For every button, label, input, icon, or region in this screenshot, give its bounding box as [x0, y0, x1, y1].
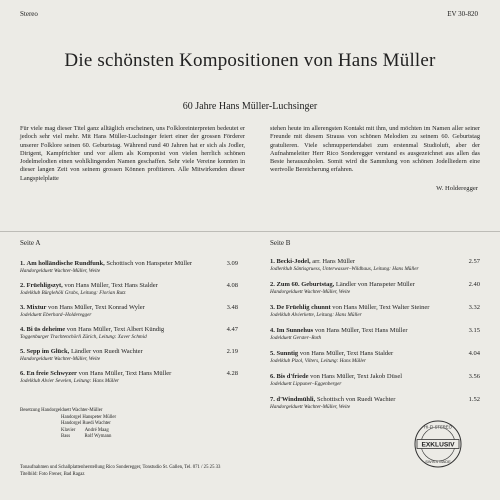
track-number: 6.	[270, 373, 275, 380]
side-a-track-6	[20, 370, 238, 385]
lineup-row: Handorgel Hanspeter Müller	[61, 414, 117, 420]
side-b-track-5	[270, 350, 480, 365]
track-duration: 3.56	[468, 373, 480, 380]
track-performer: Jodelduett Gerster–Roth	[270, 335, 322, 341]
side-b-label: Seite B	[270, 239, 291, 247]
track-performer: Handorgelduett Wachter-Müller, Weite	[20, 268, 101, 274]
track-title: Sepp im Glück,	[26, 348, 70, 355]
track-line	[270, 373, 480, 381]
track-line	[270, 281, 480, 289]
catalog-number: EV 30-820	[447, 10, 478, 18]
track-performer: Handorgelduett Wachter-Müller, Weite	[270, 404, 351, 410]
track-number: 1.	[270, 258, 275, 265]
side-b-tracklist	[270, 258, 480, 419]
track-title: Sunntig	[276, 350, 299, 357]
lineup-row: Handorgel Ruedi Wachter	[61, 421, 111, 426]
track-line	[270, 396, 480, 404]
track-line	[20, 370, 238, 378]
divider	[0, 231, 500, 232]
track-title: Bi üs deheime	[26, 326, 66, 333]
track-composer: Schottisch von Ruedi Wachter	[315, 396, 396, 403]
track-composer: von Hans Müller, Text Hans Stalder	[298, 350, 394, 357]
track-number: 2.	[20, 282, 25, 289]
track-performer: Jodelduett Lippuner–Eggenberger	[270, 381, 342, 387]
track-title: De Früehlig chunnt	[276, 304, 331, 311]
track-title: En freie Schwyzer	[26, 370, 77, 377]
side-b-track-1	[270, 258, 480, 273]
track-line	[270, 304, 480, 312]
track-duration: 2.40	[468, 281, 480, 288]
track-composer: Ländler von Hanspeter Müller	[334, 281, 415, 288]
track-duration: 3.48	[226, 304, 238, 311]
track-number: 5.	[20, 348, 25, 355]
track-performer: Jodelklub Alvierkette, Leitung: Hans Müller	[270, 312, 362, 318]
signature: W. Holderegger	[436, 185, 478, 192]
track-number: 4.	[20, 326, 25, 333]
track-title: Früehligszyt,	[26, 282, 63, 289]
side-b-track-6	[270, 373, 480, 388]
track-number: 5.	[270, 350, 275, 357]
side-a-track-1	[20, 260, 238, 275]
side-b-track-7	[270, 396, 480, 411]
side-b-track-3	[270, 304, 480, 319]
lineup-credits	[20, 408, 116, 441]
logo-bottom-text: SWISS MADE	[425, 459, 451, 464]
track-duration: 4.08	[226, 282, 238, 289]
track-number: 1.	[20, 260, 25, 267]
production-footer	[20, 465, 220, 478]
track-title: Im Sunnehus	[276, 327, 314, 334]
lineup-heading: Besetzung Handorgelduett Wachter-Müller	[20, 408, 103, 413]
album-subtitle: 60 Jahre Hans Müller-Luchsinger	[182, 101, 318, 112]
track-line	[270, 327, 480, 335]
track-duration: 2.19	[226, 348, 238, 355]
track-number: 3.	[20, 304, 25, 311]
side-a-track-3	[20, 304, 238, 319]
track-duration: 1.52	[468, 396, 480, 403]
track-composer: von Hans Müller, Text Hans Stalder	[62, 282, 158, 289]
track-composer: arr. Hans Müller	[310, 258, 356, 265]
track-line	[270, 350, 480, 358]
track-composer: von Hans Müller, Text Hans Müller	[76, 370, 172, 377]
track-duration: 4.04	[468, 350, 480, 357]
track-title: Am holländische Rundfunk,	[26, 260, 105, 267]
track-performer: Handorgelduett Wachter-Müller, Weite	[20, 356, 101, 362]
track-number: 7.	[270, 396, 275, 403]
track-title: Mixtur	[26, 304, 47, 311]
lineup-row: Klavier André Maag	[61, 427, 109, 433]
track-composer: von Hans Müller, Text Konrad Wyler	[46, 304, 145, 311]
hifi-exklusiv-logo	[413, 419, 463, 469]
track-performer: Jodlerklub Säntisgruess, Unterwasser–Wildhaus, Leitung: Hans Müller	[270, 266, 419, 272]
track-duration: 4.28	[226, 370, 238, 377]
track-duration: 2.57	[468, 258, 480, 265]
track-line	[20, 348, 238, 356]
track-line	[20, 326, 238, 334]
track-composer: von Hans Müller, Text Jakob Düsel	[308, 373, 403, 380]
track-line	[20, 260, 238, 268]
track-duration: 3.32	[468, 304, 480, 311]
track-number: 4.	[270, 327, 275, 334]
track-performer: Handorgelduett Wachter-Müller, Weite	[270, 289, 351, 295]
track-number: 6.	[20, 370, 25, 377]
side-a-track-4	[20, 326, 238, 341]
track-composer: von Hans Müller, Text Albert Kündig	[65, 326, 165, 333]
side-a-track-5	[20, 348, 238, 363]
side-a-label: Seite A	[20, 239, 41, 247]
side-a-tracklist	[20, 260, 238, 392]
album-title: Die schönsten Kompositionen von Hans Müller	[64, 50, 436, 71]
side-a-track-2	[20, 282, 238, 297]
production-credit: Tonaufnahmen und Schallplattenherstellung Rico Sonderegger, Tonstudio St. Gallen, Tel. 071 / 25 25 33	[20, 465, 221, 470]
track-composer: Ländler von Ruedi Wachter	[69, 348, 143, 355]
track-performer: Jodelduett Eberhard–Holderegger	[20, 312, 92, 318]
track-composer: von Hans Müller, Text Walter Steiner	[330, 304, 430, 311]
intro-text-right: stehen heute im allerengsten Kontakt mit ihm, und möchten im Namen aller seiner Freunde mit diesem Strauss von schönen Melodien zu seinem 60. Geburtstag gratulieren. Viele schmuppertendabei zum erstenmal Studioluft, aber der Aufnahmeleiter Herr Rico Sonderegger verstand es ausgezeichnet aus allen das Beste herauszuholen. Somit wird die Sammlung von schönen Jodelliedern eine wertvolle Bereicherung erfahren.	[270, 125, 480, 174]
format-label: Stereo	[20, 10, 38, 18]
track-line	[20, 282, 238, 290]
track-line	[270, 258, 480, 266]
track-performer: Jodelklub Alvier Sevelen, Leitung: Hans Müller	[20, 378, 120, 384]
intro-text-left: Für viele mag dieser Titel ganz alltäglich erscheinen, uns Folkloreinterpreten bedeutet er jedoch sehr viel mehr. Mit Hans Müller-Luchsinger feiert einer der grossen Förderer unserer Folklore seinen 60. Geburtstag. Während rund 40 Jahren hat er sich als Jodler, Dirigent, Kampfrichter und vor allem als Komponist von vielen herrlich schönen Jodelmelodien einen wohlklingenden Namen geschaffen. Sehr viele Vereine konnten in dieser langen Zeit von seinem grossen Können profitieren. Alle Mitwirkenden dieser Langspielplatte	[20, 125, 245, 182]
track-number: 2.	[270, 281, 275, 288]
track-performer: Toggenburger Trachtenchörli Zürich, Leitung: Xaver Schmid	[20, 334, 147, 340]
lineup-row: Bass Rolf Wymann	[61, 434, 112, 439]
side-b-track-4	[270, 327, 480, 342]
track-duration: 4.47	[226, 326, 238, 333]
track-performer: Jodelklub Pizol, Vilters, Leitung: Hans Müller	[270, 358, 367, 364]
track-composer: Schottisch von Hanspeter Müller	[104, 260, 193, 267]
photo-credit: Titelbild: Foto Frener, Bad Ragaz	[20, 471, 85, 477]
track-performer: Jodelklub Bürglehöli Grabs, Leitung: Florian Rutz	[20, 290, 126, 296]
logo-center-text: EXKLUSIV	[421, 441, 455, 449]
track-composer: von Hans Müller, Text Hans Müller	[313, 327, 408, 334]
track-title: Bis d'friede	[276, 373, 309, 380]
side-b-track-2	[270, 281, 480, 296]
track-title: Zum 60. Geburtstag,	[276, 281, 335, 288]
track-title: Becki-Jodel,	[276, 258, 311, 265]
track-duration: 3.09	[226, 260, 238, 267]
logo-top-text: HI-FI STEREO	[424, 424, 452, 430]
track-title: d'Windmühli,	[276, 396, 316, 403]
track-number: 3.	[270, 304, 275, 311]
track-line	[20, 304, 238, 312]
track-duration: 3.15	[468, 327, 480, 334]
